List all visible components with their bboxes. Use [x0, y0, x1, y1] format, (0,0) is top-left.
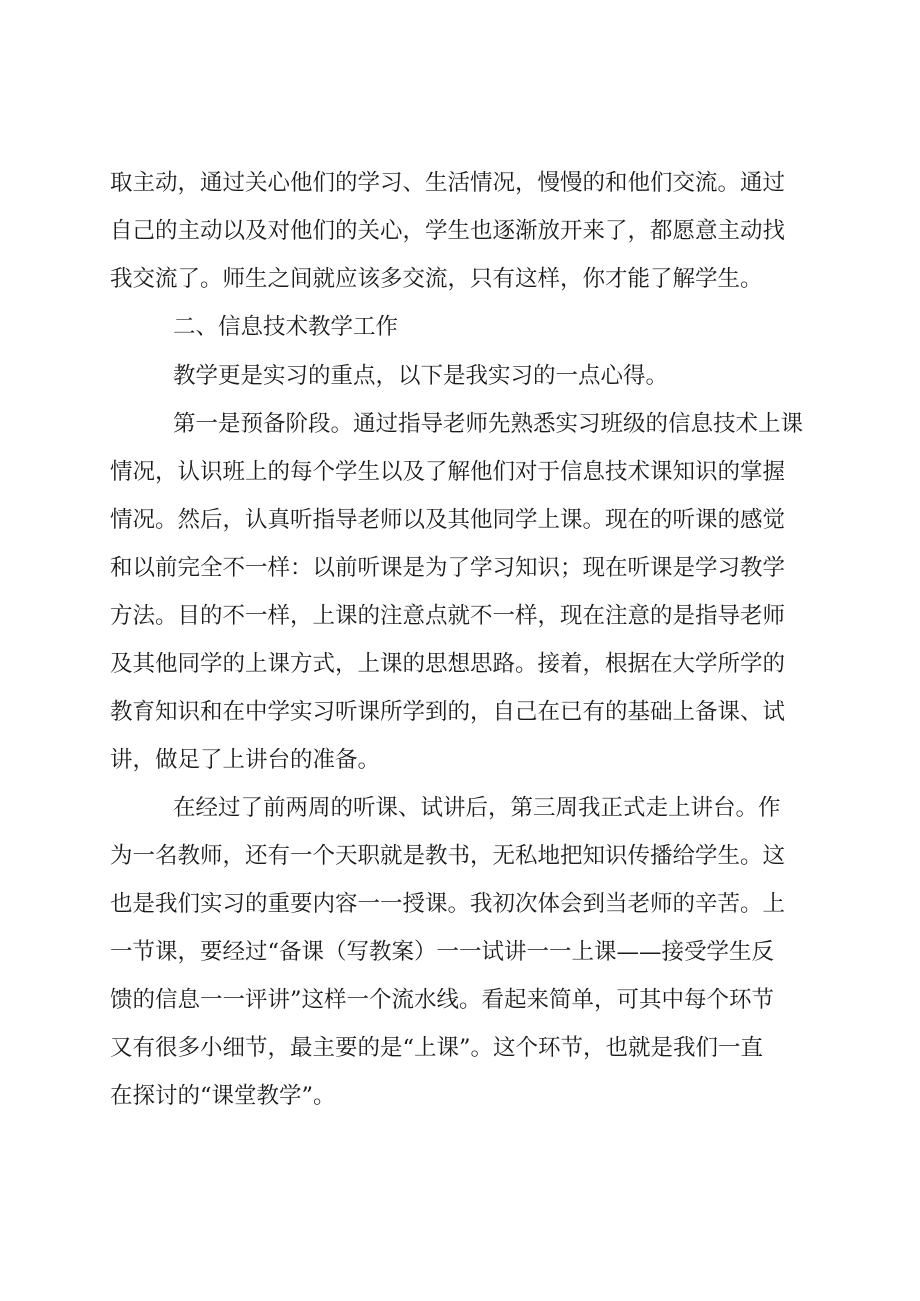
text-line: 及其他同学的上课方式，上课的思想思路。接着，根据在大学所学的 — [110, 651, 786, 677]
text-line: 在探讨的“课堂教学”。 — [110, 1083, 336, 1109]
text-line: 和以前完全不一样：以前听课是为了学习知识；现在听课是学习教学 — [110, 555, 786, 581]
text-line: 讲，做足了上讲台的准备。 — [110, 747, 381, 773]
text-line: 我交流了。师生之间就应该多交流，只有这样，你才能了解学生。 — [110, 266, 763, 292]
text-line: 馈的信息一一评讲”这样一个流水线。看起来简单，可其中每个环节 — [110, 987, 775, 1013]
text-line: 一节课，要经过“备课（写教案）一一试讲一一上课——接受学生反 — [110, 939, 775, 965]
text-line: 教学更是实习的重点，以下是我实习的一点心得。 — [173, 363, 669, 389]
text-line: 情况，认识班上的每个学生以及了解他们对于信息技术课知识的掌握 — [110, 459, 786, 485]
section-heading: 二、信息技术教学工作 — [173, 314, 399, 340]
text-line: 在经过了前两周的听课、试讲后，第三周我正式走上讲台。作 — [173, 795, 781, 821]
text-line: 第一是预备阶段。通过指导老师先熟悉实习班级的信息技术上课 — [173, 411, 804, 437]
text-line: 情况。然后，认真听指导老师以及其他同学上课。现在的听课的感觉 — [110, 507, 786, 533]
text-line: 又有很多小细节，最主要的是“上课”。这个环节，也就是我们一直 — [110, 1035, 764, 1061]
text-line: 也是我们实习的重要内容一一授课。我初次体会到当老师的辛苦。上 — [110, 891, 786, 917]
text-line: 取主动，通过关心他们的学习、生活情况，慢慢的和他们交流。通过 — [110, 170, 786, 196]
text-line: 方法。目的不一样，上课的注意点就不一样，现在注意的是指导老师 — [110, 603, 786, 629]
text-line: 自己的主动以及对他们的关心，学生也逐渐放开来了，都愿意主动找 — [110, 218, 786, 244]
text-line: 教育知识和在中学实习听课所学到的，自己在已有的基础上备课、试 — [110, 699, 786, 725]
text-line: 为一名教师，还有一个天职就是教书，无私地把知识传播给学生。这 — [110, 843, 786, 869]
